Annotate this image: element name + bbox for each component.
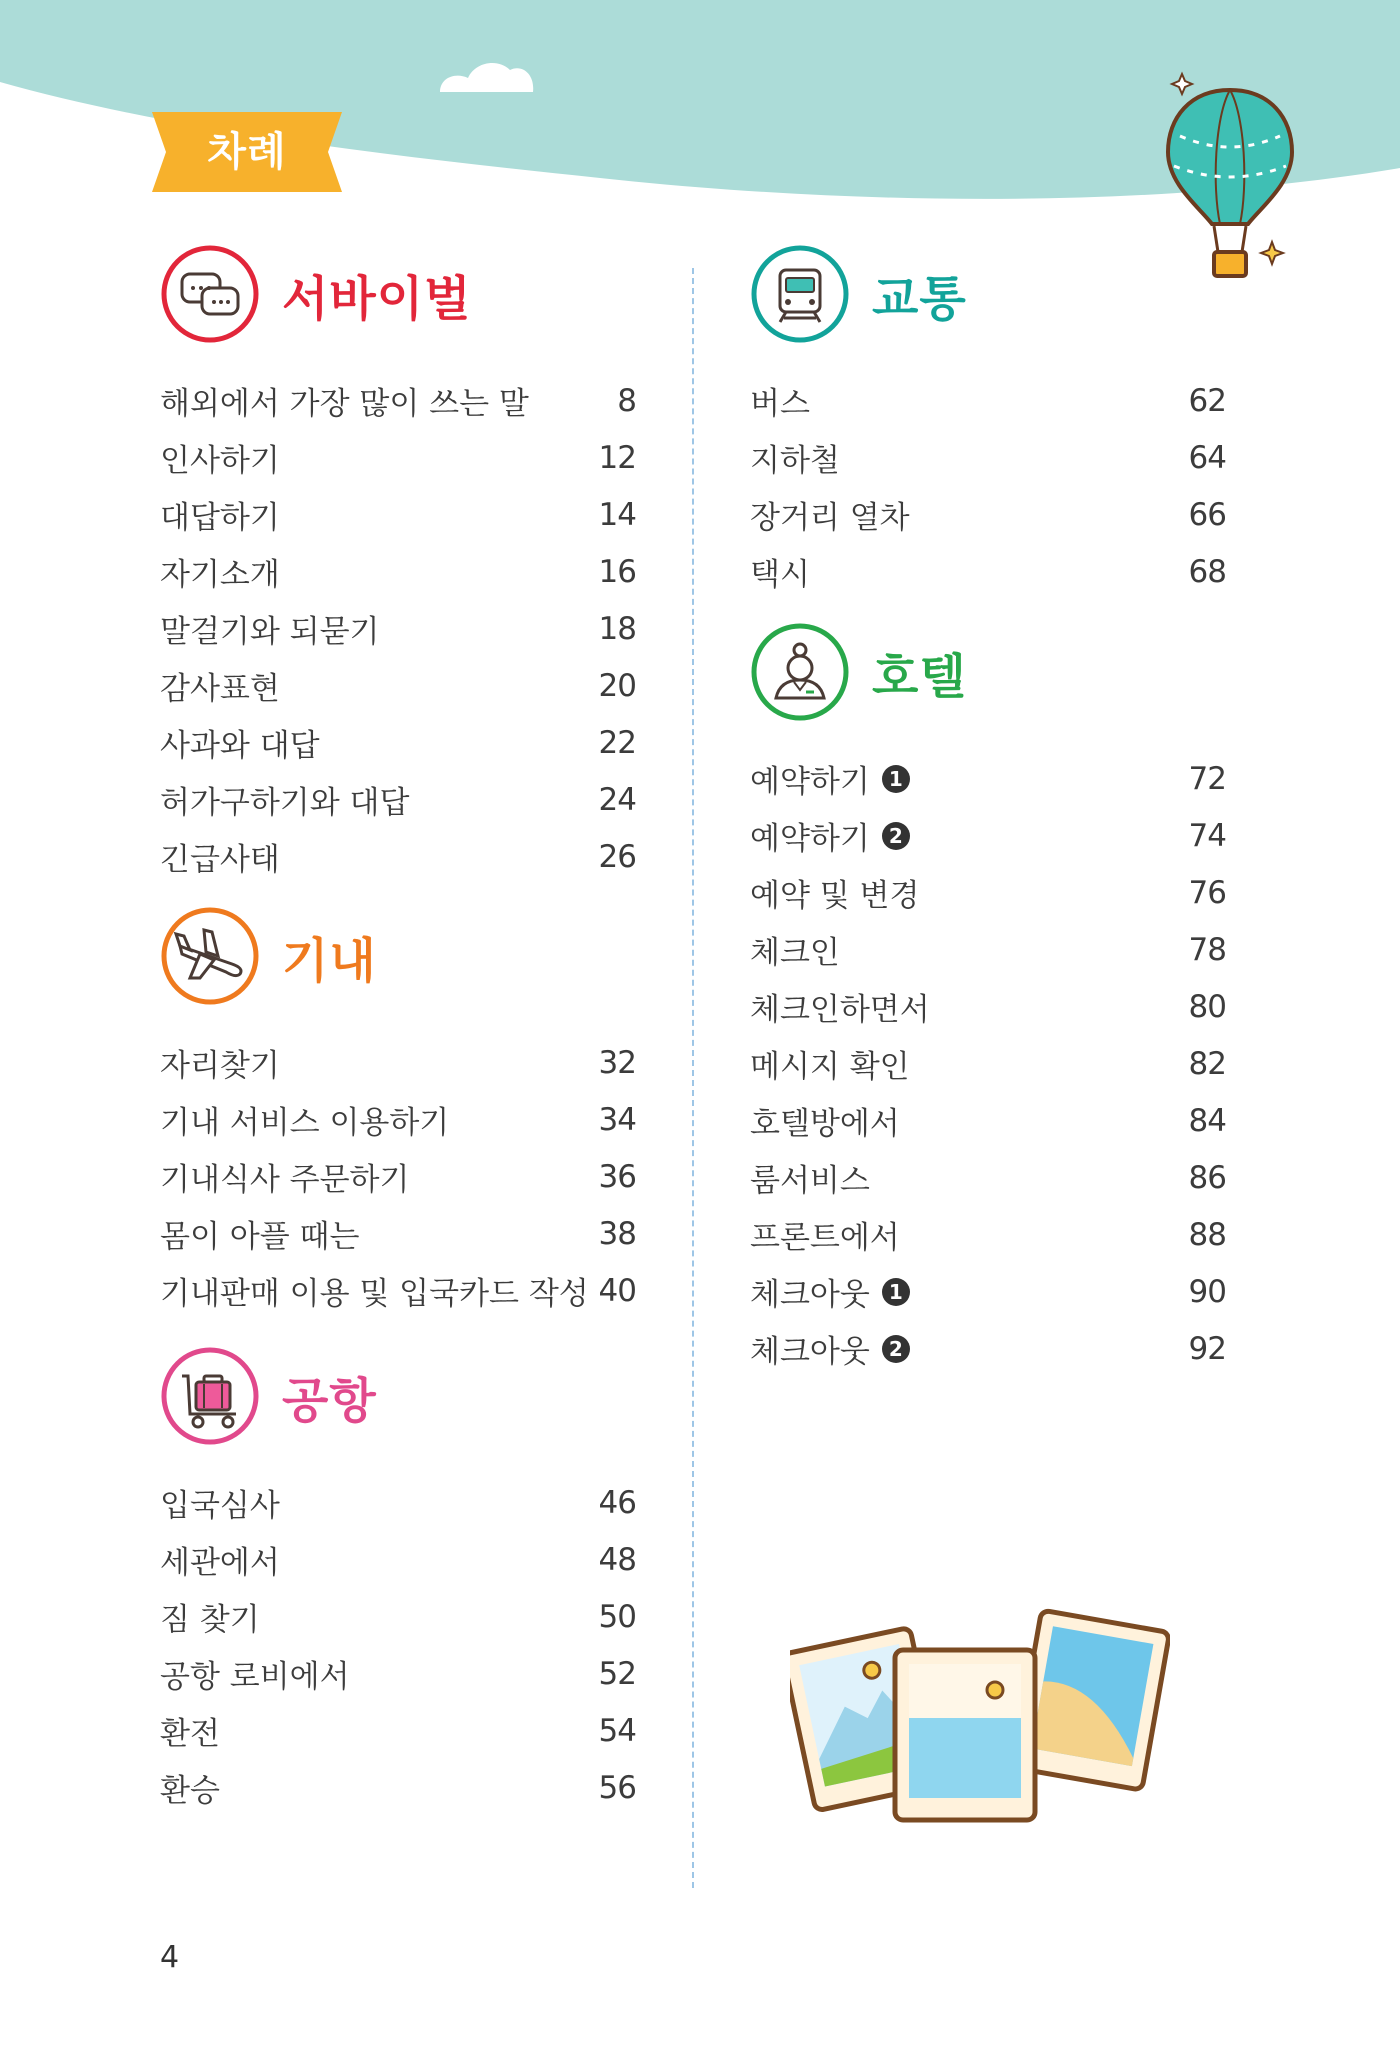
train-icon (750, 244, 850, 344)
toc-item[interactable]: 체크아웃 2 92 (750, 1330, 1226, 1370)
toc-item[interactable]: 기내식사 주문하기 36 (160, 1158, 636, 1198)
section-header-hotel (750, 622, 1226, 722)
number-badge: 1 (882, 765, 910, 793)
toc-item[interactable]: 말걸기와 되묻기 18 (160, 610, 636, 650)
number-badge: 2 (882, 822, 910, 850)
section-airport (160, 1346, 636, 1816)
airplane-icon (160, 906, 260, 1006)
section-transport (750, 244, 1226, 600)
section-header-inflight (160, 906, 636, 1006)
toc-item[interactable]: 짐 찾기 50 (160, 1598, 636, 1638)
toc-item[interactable]: 예약 및 변경 76 (750, 874, 1226, 914)
toc-item[interactable]: 버스 62 (750, 382, 1226, 422)
section-title-hotel: 호텔 (872, 648, 967, 705)
toc-item[interactable]: 감사표현 20 (160, 667, 636, 707)
toc-item[interactable]: 허가구하기와 대답 24 (160, 781, 636, 821)
photos-illustration (790, 1600, 1170, 1830)
toc-item[interactable]: 호텔방에서 84 (750, 1102, 1226, 1142)
toc-item[interactable]: 대답하기 14 (160, 496, 636, 536)
toc-list-transport (750, 372, 1226, 600)
toc-item[interactable]: 택시 68 (750, 553, 1226, 593)
speech-bubbles-icon (160, 244, 260, 344)
toc-item[interactable]: 자기소개 16 (160, 553, 636, 593)
luggage-cart-icon (160, 1346, 260, 1446)
toc-item[interactable]: 몸이 아플 때는 38 (160, 1215, 636, 1255)
toc-item[interactable]: 기내 서비스 이용하기 34 (160, 1101, 636, 1141)
section-header-airport (160, 1346, 636, 1446)
toc-item[interactable]: 사과와 대답 22 (160, 724, 636, 764)
column-divider (692, 268, 694, 1888)
toc-item[interactable]: 예약하기 1 72 (750, 760, 1226, 800)
section-title-airport: 공항 (282, 1372, 377, 1429)
section-header-transport (750, 244, 1226, 344)
toc-item[interactable]: 장거리 열차 66 (750, 496, 1226, 536)
toc-item[interactable]: 기내판매 이용 및 입국카드 작성 40 (160, 1272, 636, 1312)
toc-item[interactable]: 해외에서 가장 많이 쓰는 말 8 (160, 382, 636, 422)
toc-item[interactable]: 환전 54 (160, 1712, 636, 1752)
toc-item[interactable]: 프론트에서 88 (750, 1216, 1226, 1256)
toc-item[interactable]: 인사하기 12 (160, 439, 636, 479)
toc-item[interactable]: 공항 로비에서 52 (160, 1655, 636, 1695)
toc-item[interactable]: 긴급사태 26 (160, 838, 636, 878)
section-title-inflight: 기내 (282, 932, 377, 989)
toc-list-survival (160, 372, 636, 885)
section-survival (160, 244, 636, 885)
page-title: 차례 (207, 129, 287, 175)
toc-item[interactable]: 예약하기 2 74 (750, 817, 1226, 857)
section-title-transport: 교통 (872, 270, 967, 327)
toc-list-airport (160, 1474, 636, 1816)
section-inflight (160, 906, 636, 1319)
section-hotel (750, 622, 1226, 1377)
toc-item[interactable]: 메시지 확인 82 (750, 1045, 1226, 1085)
toc-item[interactable]: 체크인 78 (750, 931, 1226, 971)
toc-item[interactable]: 입국심사 46 (160, 1484, 636, 1524)
section-header-survival (160, 244, 636, 344)
section-title-survival: 서바이벌 (282, 270, 472, 327)
toc-list-inflight (160, 1034, 636, 1319)
number-badge: 1 (882, 1278, 910, 1306)
toc-item[interactable]: 자리찾기 32 (160, 1044, 636, 1084)
page-number: 4 (160, 1940, 180, 1975)
toc-item[interactable]: 룸서비스 86 (750, 1159, 1226, 1199)
toc-item[interactable]: 체크아웃 1 90 (750, 1273, 1226, 1313)
toc-item[interactable]: 세관에서 48 (160, 1541, 636, 1581)
toc-item[interactable]: 지하철 64 (750, 439, 1226, 479)
toc-item[interactable]: 체크인하면서 80 (750, 988, 1226, 1028)
toc-list-hotel (750, 750, 1226, 1377)
number-badge: 2 (882, 1335, 910, 1363)
receptionist-icon (750, 622, 850, 722)
toc-item[interactable]: 환승 56 (160, 1769, 636, 1809)
